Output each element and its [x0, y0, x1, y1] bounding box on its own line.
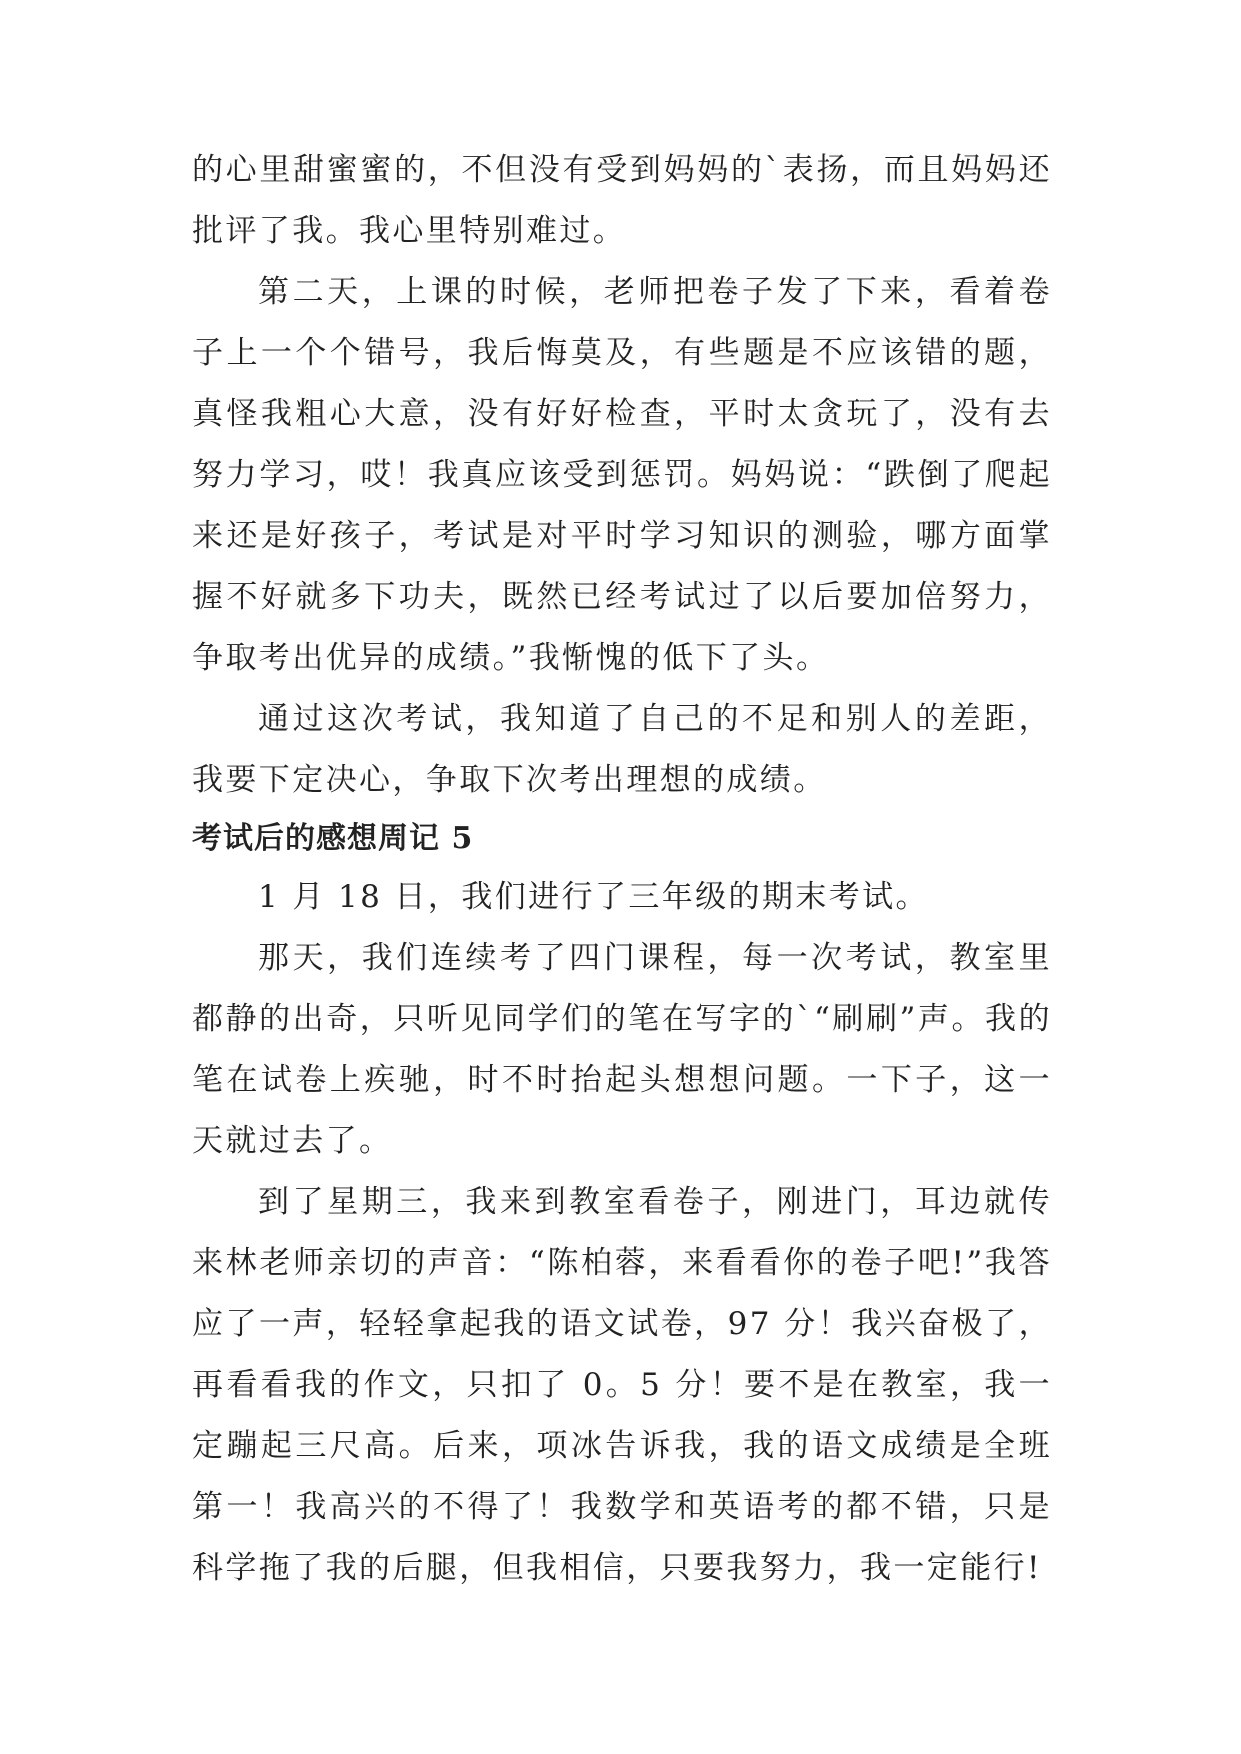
paragraph-continued: 的心里甜蜜蜜的，不但没有受到妈妈的`表扬，而且妈妈还批评了我。我心里特别难过。 [192, 152, 1052, 249]
paragraph-exam-date: 1 月 18 日，我们进行了三年级的期末考试。 [258, 879, 929, 915]
section-title: 考试后的感想周记 5 [192, 821, 474, 856]
paragraph-results: 到了星期三，我来到教室看卷子，刚进门，耳边就传来林老师亲切的声音：“陈柏蓉，来看看你的卷子吧!”我答应了一声，轻轻拿起我的语文试卷，97 分！我兴奋极了，再看看我的作文，只扣了 0。5 分！要不是在教室，我一定蹦起三尺高。后来，项冰告诉我，我的语文成绩是全班第一！我高兴的不得了！我数学和英语考的都不错，只是科学拖了我的后腿，但我相信，只要我努力，我一定能行! [192, 1184, 1052, 1586]
paragraph-resolution: 通过这次考试，我知道了自己的不足和别人的差距，我要下定决心，争取下次考出理想的成绩。 [192, 701, 1052, 798]
paragraph-second-day: 第二天，上课的时候，老师把卷子发了下来，看着卷子上一个个错号，我后悔莫及，有些题是不应该错的题，真怪我粗心大意，没有好好检查，平时太贪玩了，没有去努力学习，哎！我真应该受到惩罚。妈妈说：“跌倒了爬起来还是好孩子，考试是对平时学习知识的测验，哪方面掌握不好就多下功夫，既然已经考试过了以后要加倍努力，争取考出优异的成绩。”我惭愧的低下了头。 [192, 274, 1052, 676]
document-body [192, 140, 1052, 1599]
paragraph-exam-day: 那天，我们连续考了四门课程，每一次考试，教室里都静的出奇，只听见同学们的笔在写字的`“刷刷”声。我的笔在试卷上疾驰，时不时抬起头想想问题。一下子，这一天就过去了。 [192, 940, 1052, 1159]
